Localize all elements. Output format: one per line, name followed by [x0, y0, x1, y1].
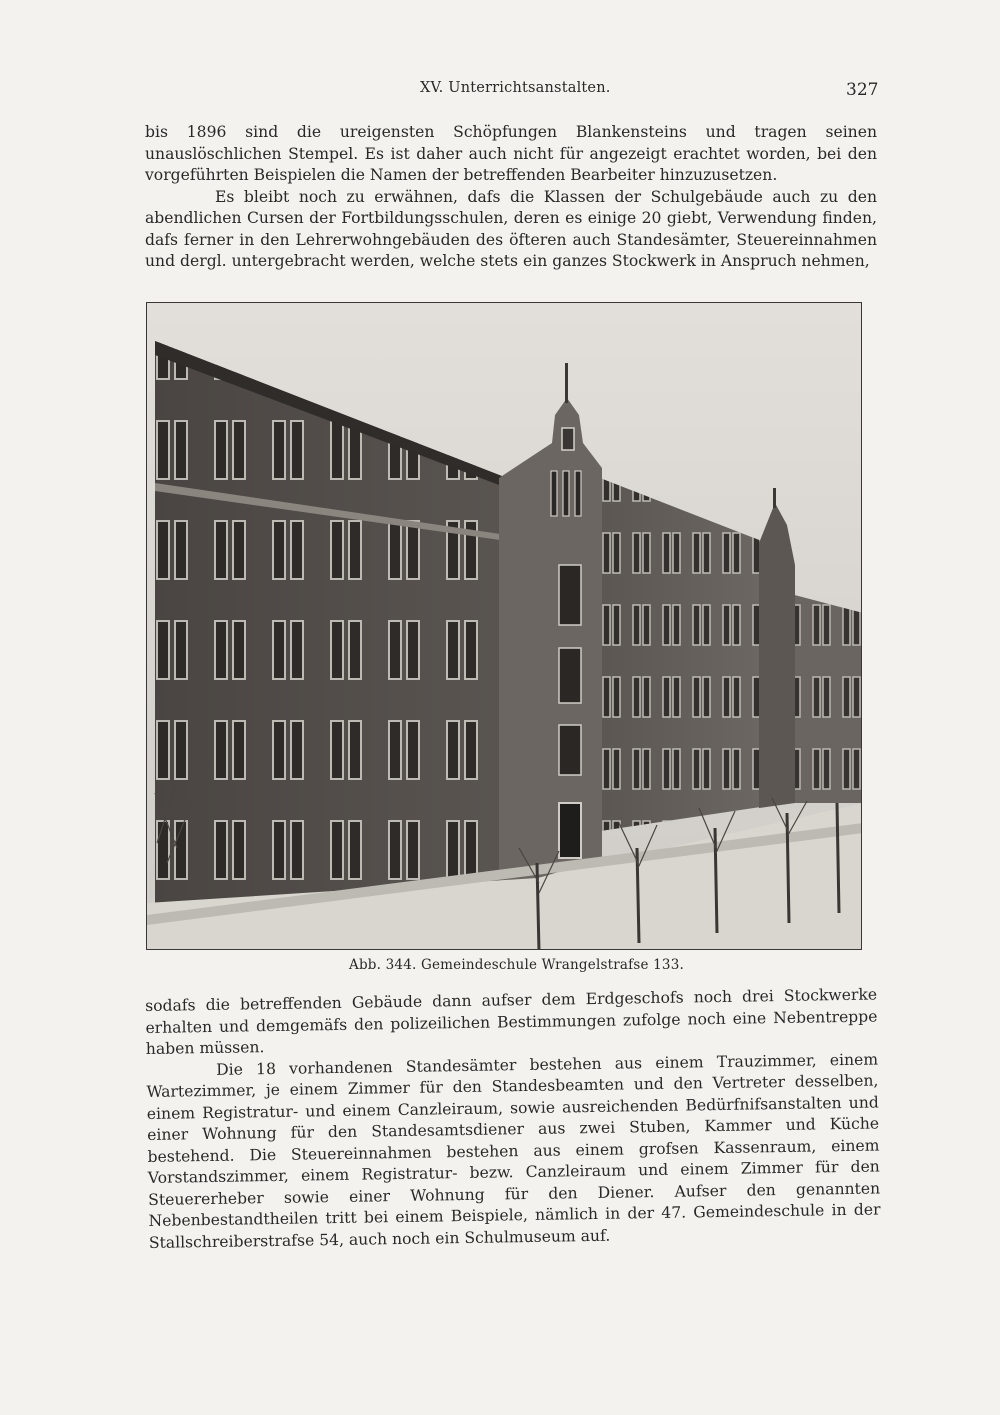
text-block-bottom — [145, 985, 881, 1254]
building-photograph — [146, 302, 862, 950]
text-block-top — [145, 122, 877, 273]
paragraph: sodafs die betreffenden Gebäude dann aufser dem Erdgeschofs noch drei Stockwerke erhalten und demgemäfs den polizeilichen Bestimmungen zufolge noch eine Nebentreppe haben müssen. — [145, 985, 878, 1058]
paragraph: bis 1896 sind die ureigensten Schöpfungen Blankensteins und tragen seinen unauslöschlichen Stempel. Es ist daher auch nicht für angezeigt erachtet worden, bei den vorgeführten Beispielen die Namen der betreffenden Bearbeiter hinzuzusetzen. — [145, 123, 877, 184]
paragraph: Es bleibt noch zu erwähnen, dafs die Klassen der Schulgebäude auch zu den abendlichen Cursen der Fortbildungsschulen, deren es einige 20 giebt, Verwendung finden, dafs ferner in den Lehrerwohngebäuden des öfteren auch Standesämter, Steuereinnahmen und dergl. untergebracht werden, welche stets ein ganzes Stockwerk in Anspruch nehmen, — [145, 187, 877, 270]
paragraph: Die 18 vorhandenen Standesämter bestehen aus einem Trauzimmer, einem Wartezimmer, je einem Zimmer für den Standesbeamten und den Vertreter desselben, einem Registratur- und einem Canzleiraum, sowie ausreichenden Bedürfnifsanstalten und einer Wohnung für den Standesamtsdiener aus zwei Stuben, Kammer und Küche bestehend. Die Steuereinnahmen bestehen aus einem grofsen Kassenraum, einem Vorstandszimmer, einem Registratur- bezw. Canzleiraum und einem Zimmer für den Steuererheber sowie einer Wohnung für den Diener. Aufser den genannten Nebenbestandtheilen tritt bei einem Beispiele, nämlich in der 47. Gemeindeschule in der Stallschreiberstrafse 54, auch noch ein Schulmuseum auf. — [146, 1049, 881, 1252]
page-header — [0, 80, 1000, 104]
figure-caption: Abb. 344. Gemeindeschule Wrangelstrafse 133. — [349, 957, 684, 973]
running-head: XV. Unterrichtsanstalten. — [420, 80, 611, 96]
page-number: 327 — [846, 80, 879, 100]
